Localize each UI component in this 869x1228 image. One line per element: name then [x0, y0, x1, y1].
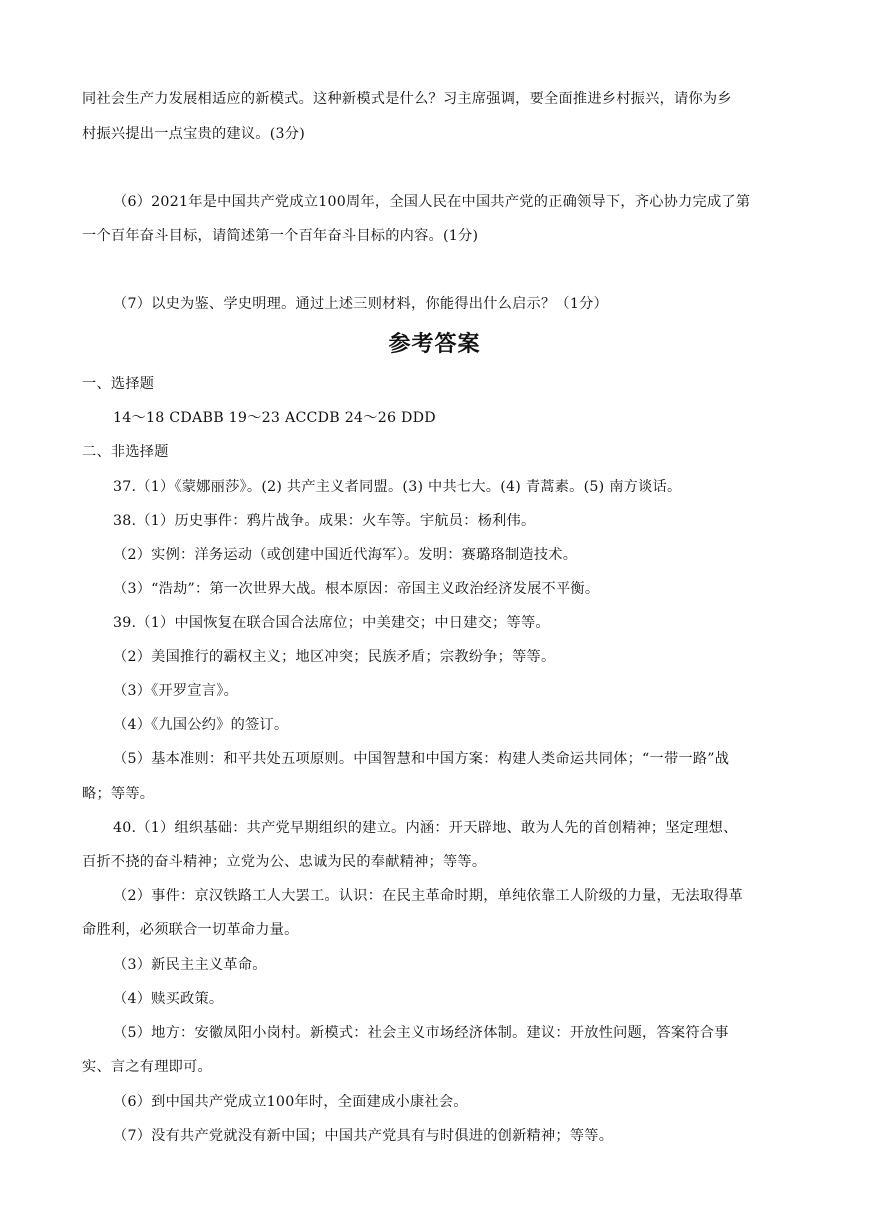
answer-40-7: （7）没有共产党就没有新中国；中国共产党具有与时俱进的创新精神；等等。	[113, 1128, 614, 1144]
answer-40-2-line1: （2）事件：京汉铁路工人大罢工。认识：在民主革命时期，单纯依靠工人阶级的力量，无法取得革	[113, 888, 744, 904]
q6-line2: 一个百年奋斗目标，请简述第一个百年奋斗目标的内容。(1分)	[82, 228, 479, 244]
q5-continued-line2: 村振兴提出一点宝贵的建议。(3分)	[82, 126, 305, 142]
section-choice-heading: 一、选择题	[82, 376, 155, 392]
answer-39-4: （4）《九国公约》的签订。	[113, 717, 289, 733]
answer-39-1: 39.（1）中国恢复在联合国合法席位；中美建交；中日建交；等等。	[113, 615, 550, 631]
answer-40-5-line2: 实、言之有理即可。	[82, 1059, 212, 1075]
answer-39-2: （2）美国推行的霸权主义；地区冲突；民族矛盾；宗教纷争；等等。	[113, 649, 556, 665]
answer-key-title: 参考答案	[388, 332, 481, 357]
answer-39-3: （3）《开罗宣言》。	[113, 683, 239, 699]
answer-40-3: （3）新民主主义革命。	[113, 957, 267, 973]
answer-38-3: （3）“浩劫”：第一次世界大战。根本原因：帝国主义政治经济发展不平衡。	[113, 581, 600, 597]
section-nonchoice-heading: 二、非选择题	[82, 444, 169, 460]
answer-39-5-line1: （5）基本准则：和平共处五项原则。中国智慧和中国方案：构建人类命运共同体；“一带一路”战	[113, 751, 730, 767]
answer-40-1-line1: 40.（1）组织基础：共产党早期组织的建立。内涵：开天辟地、敢为人先的首创精神；坚定理想、	[113, 820, 738, 836]
choice-answers: 14～18 CDABB 19～23 ACCDB 24～26 DDD	[113, 410, 436, 426]
answer-37: 37.（1）《蒙娜丽莎》。(2) 共产主义者同盟。(3) 中共七大。(4) 青蒿素。(5) 南方谈话。	[113, 479, 682, 495]
answer-40-1-line2: 百折不挠的奋斗精神；立党为公、忠诚为民的奉献精神；等等。	[82, 854, 487, 870]
answer-40-2-line2: 命胜利，必须联合一切革命力量。	[82, 922, 299, 938]
q6-line1: （6）2021年是中国共产党成立100周年，全国人民在中国共产党的正确领导下，齐心协力完成了第	[113, 194, 751, 210]
answer-40-5-line1: （5）地方：安徽凤阳小岗村。新模式：社会主义市场经济体制。建议：开放性问题，答案符合事	[113, 1025, 729, 1041]
q7-question: （7）以史为鉴、学史明理。通过上述三则材料，你能得出什么启示？（1分）	[113, 296, 608, 312]
q5-continued-line1: 同社会生产力发展相适应的新模式。这种新模式是什么？习主席强调，要全面推进乡村振兴，请你为乡	[82, 91, 732, 107]
answer-39-5-line2: 略；等等。	[82, 786, 155, 802]
answer-40-6: （6）到中国共产党成立100年时，全面建成小康社会。	[113, 1094, 468, 1110]
answer-38-2: （2）实例：洋务运动（或创建中国近代海军）。发明：赛璐珞制造技术。	[113, 547, 578, 563]
answer-40-4: （4）赎买政策。	[113, 991, 224, 1007]
answer-38-1: 38.（1）历史事件：鸦片战争。成果：火车等。宇航员：杨利伟。	[113, 513, 536, 529]
